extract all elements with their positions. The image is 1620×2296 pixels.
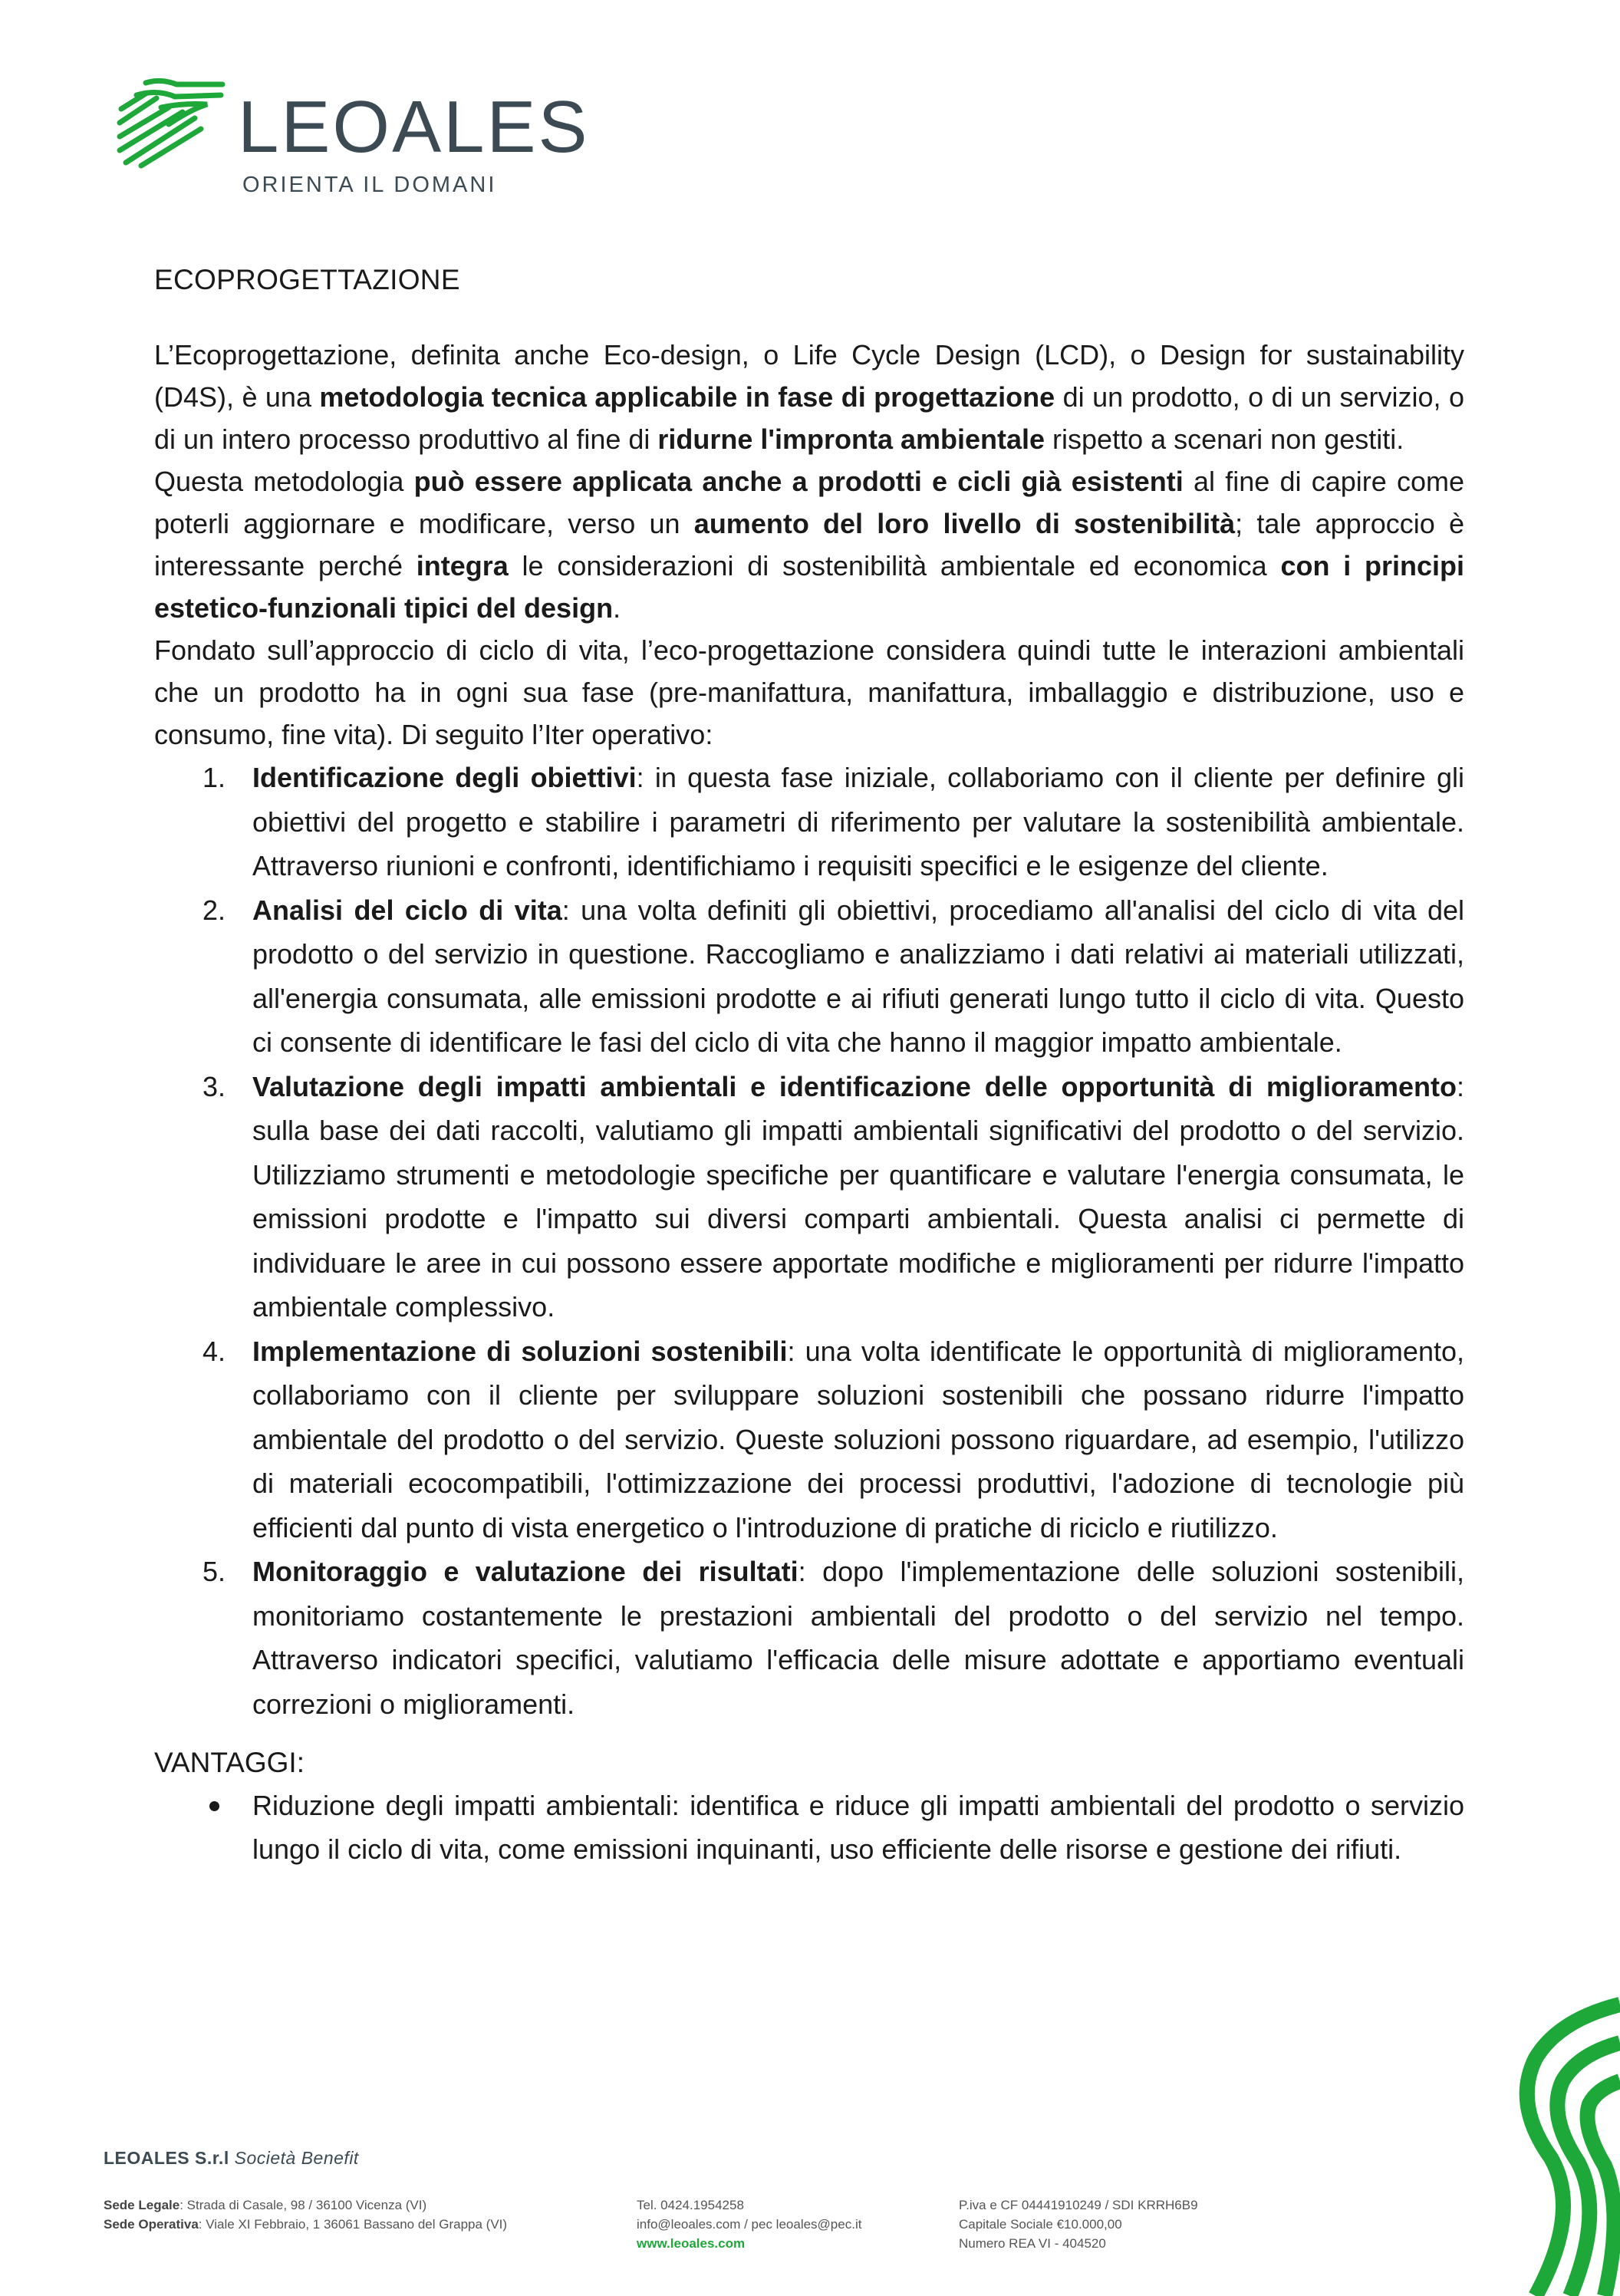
footer-addresses: Sede Legale: Strada di Casale, 98 / 36100 Vicenza (VI) Sede Operativa: Viale XI Febbraio, 1 36061 Bassano del Grappa (VI): [104, 2198, 508, 2232]
footer-contacts: [637, 2196, 861, 2253]
company-logo: [115, 74, 606, 204]
vantaggi-list: [154, 1784, 1464, 1871]
list-item: 5. Monitoraggio e valutazione dei risultati: dopo l'implementazione delle soluzioni sostenibili, monitoriamo costantemente le prestazioni ambientali del prodotto o del servizio nel tempo. Attraverso indicatori specifici, valutiamo l'efficacia delle misure adottate e apportiamo eventuali correzioni o miglioramenti.: [202, 1556, 1464, 1720]
decorative-swoosh-icon: [1421, 1989, 1620, 2296]
paragraph-existing-products: Questa metodologia può essere applicata anche a prodotti e cicli già esistenti al fine di capire come poterli aggiornare e modificare, verso un aumento del loro livello di sostenibilità; tale approccio è interessante perché integra le considerazioni di sostenibilità ambientale ed economica con i principi estetico-funzionali tipici del design.: [154, 466, 1465, 624]
lion-wing-logo-icon: [115, 78, 230, 169]
footer-website-link[interactable]: www.leoales.com: [637, 2236, 746, 2251]
vantaggi-heading: VANTAGGI:: [154, 1747, 305, 1778]
document-body: [154, 261, 1464, 1871]
footer-company: LEOALES S.r.l Società Benefit: [104, 2148, 359, 2168]
footer-legal-info: P.iva e CF 04441910249 / SDI KRRH6B9 Capitale Sociale €10.000,00 Numero REA VI - 404520: [959, 2198, 1198, 2251]
list-item: 4. Implementazione di soluzioni sostenibili: una volta identificate le opportunità di miglioramento, collaboriamo con il cliente per sviluppare soluzioni sostenibili che possano ridurre l'impatto ambientale del prodotto o del servizio. Queste soluzioni possono riguardare, ad esempio, l'utilizzo di materiali ecocompatibili, l'ottimizzazione dei processi produttivi, l'adozione di tecnologie più efficienti dal punto di vista energetico o l'introduzione di pratiche di riciclo e riutilizzo.: [202, 1335, 1464, 1543]
list-item: 1. Identificazione degli obiettivi: in questa fase iniziale, collaboriamo con il cliente per definire gli obiettivi del progetto e stabilire i parametri di riferimento per valutare la sostenibilità ambientale. Attraverso riunioni e confronti, identifichiamo i requisiti specifici e le esigenze del cliente.: [202, 762, 1465, 881]
footer-phone: Tel. 0424.1954258: [637, 2198, 744, 2212]
bullet-icon: [209, 1801, 219, 1811]
logo-wordmark: LEOALES: [238, 86, 590, 168]
operative-steps-list: [154, 756, 1464, 1726]
page-footer: [104, 2148, 1331, 2251]
logo-tagline: ORIENTA IL DOMANI: [242, 173, 497, 197]
paragraph-intro: L’Ecoprogettazione, definita anche Eco-design, o Life Cycle Design (LCD), o Design for sustainability (D4S), è una metodologia tecnica applicabile in fase di progettazione di un prodotto, o di un servizio, o di un intero processo produttivo al fine di ridurne l'impronta ambientale rispetto a scenari non gestiti.: [154, 339, 1464, 455]
list-item: 3. Valutazione degli impatti ambientali e identificazione delle opportunità di miglioramento: sulla base dei dati raccolti, valutiamo gli impatti ambientali significativi del prodotto o del servizio. Utilizziamo strumenti e metodologie specifiche per quantificare e valutare l'energia consumata, le emissioni prodotte e l'impatto sui diversi comparti ambientali. Questa analisi ci permette di individuare le aree in cui possono essere apportate modifiche e miglioramenti per ridurre l'impatto ambientale complessivo.: [202, 1070, 1464, 1323]
document-title: ECOPROGETTAZIONE: [154, 264, 460, 295]
list-item: Riduzione degli impatti ambientali: identifica e riduce gli impatti ambientali del prodotto o servizio lungo il ciclo di vita, come emissioni inquinanti, uso efficiente delle risorse e gestione dei rifiuti.: [154, 1784, 1464, 1871]
list-item: 2. Analisi del ciclo di vita: una volta definiti gli obiettivi, procediamo all'analisi del ciclo di vita del prodotto o del servizio in questione. Raccogliamo e analizziamo i dati relativi ai materiali utilizzati, all'energia consumata, alle emissioni prodotte e ai rifiuti generati lungo tutto il ciclo di vita. Questo ci consente di identificare le fasi del ciclo di vita che hanno il maggior impatto ambientale.: [202, 894, 1464, 1058]
paragraph-life-cycle: Fondato sull’approccio di ciclo di vita, l’eco-progettazione considera quindi tutte le interazioni ambientali che un prodotto ha in ogni sua fase (pre-manifattura, manifattura, imballaggio e distribuzione, uso e consumo, fine vita). Di seguito l’Iter operativo:: [154, 634, 1464, 750]
footer-email[interactable]: info@leoales.com / pec leoales@pec.it: [637, 2217, 862, 2232]
